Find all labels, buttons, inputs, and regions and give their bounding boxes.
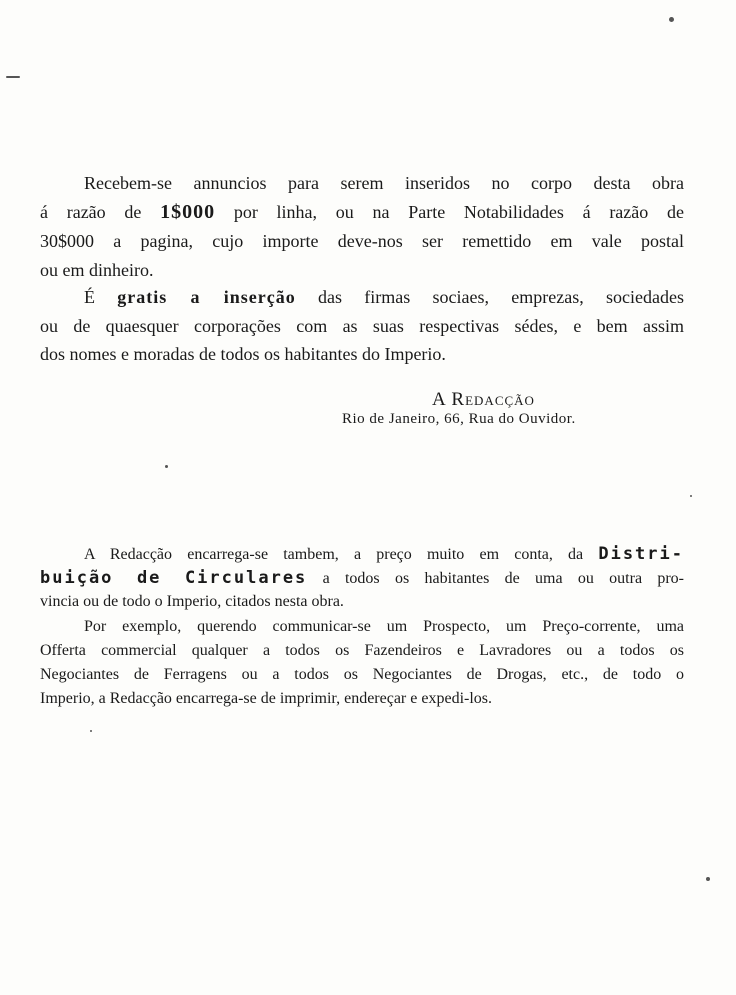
paper-speck (165, 465, 168, 468)
circulars-line: Por exemplo, querendo communicar-se um Prospecto, um Preço-corrente, uma (84, 618, 684, 635)
circulars-line: Offerta commercial qualquer a todos os Fazendeiros e Lavradores ou a todos os (40, 642, 684, 659)
signature-address: Rio de Janeiro, 66, Rua do Ouvidor. (342, 411, 576, 427)
circulars-text: a todos os habitantes de uma ou outra pro- (307, 570, 685, 587)
paper-speck (6, 76, 20, 78)
signature-name: A Redacção (432, 389, 535, 410)
price-per-line: 1$000 (160, 201, 216, 223)
circulars-line: vincia ou de todo o Imperio, citados nesta obra. (40, 593, 344, 610)
circulars-line (40, 544, 684, 565)
notice-line: dos nomes e moradas de todos os habitantes do Imperio. (40, 344, 446, 364)
paper-speck (706, 877, 710, 881)
notice-line (40, 286, 684, 308)
paper-speck (90, 730, 92, 732)
circulars-text: A Redacção encarrega-se tambem, a preço muito em conta, da (84, 546, 599, 563)
circulars-line: Imperio, a Redacção encarrega-se de imprimir, endereçar e expedi-los. (40, 690, 493, 707)
paper-speck (669, 17, 674, 22)
notice-text: por linha, ou na Parte Notabilidades á razão de (215, 202, 684, 222)
distribution-heading: buição de Circulares (40, 568, 308, 588)
notice-line (40, 201, 684, 223)
notice-line: 30$000 a pagina, cujo importe deve-nos ser remettido em vale postal (40, 231, 684, 251)
notice-line: ou em dinheiro. (40, 260, 154, 280)
notice-text: É (84, 287, 118, 307)
notice-text: á razão de (40, 202, 161, 222)
circulars-line: Negociantes de Ferragens ou a todos os Negociantes de Drogas, etc., de todo o (40, 666, 684, 683)
circulars-line (40, 568, 684, 589)
distribution-heading: Distri- (598, 544, 684, 564)
notice-line: ou de quaesquer corporações com as suas respectivas sédes, e bem assim (40, 316, 684, 336)
paper-speck (690, 495, 692, 497)
notice-text: das firmas sociaes, emprezas, sociedades (295, 287, 684, 307)
free-insertion-heading: gratis a inserção (117, 287, 296, 307)
notice-line: Recebem-se annuncios para serem inseridos no corpo desta obra (84, 173, 684, 193)
